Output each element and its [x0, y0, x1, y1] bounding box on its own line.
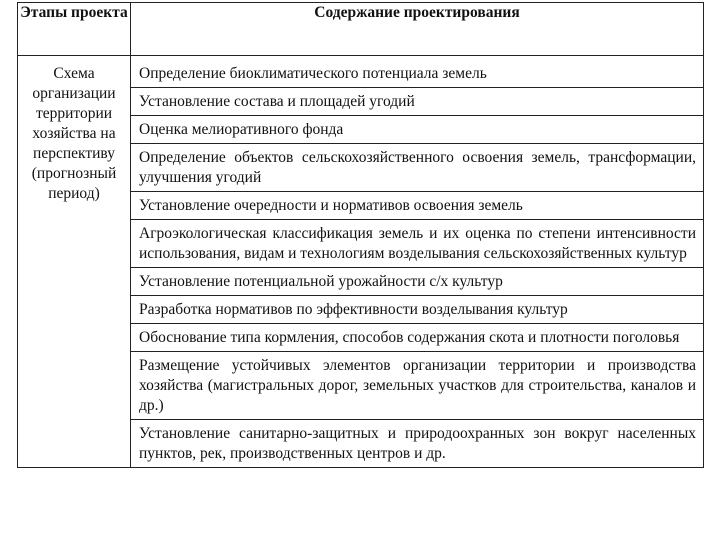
content-item: Установление санитарно-защитных и природоохранных зон вокруг населенных пунктов, рек, производственных центров и др. — [131, 420, 704, 468]
content-item: Обоснование типа кормления, способов содержания скота и плотности поголовья — [131, 324, 704, 352]
stage-label: Схема организации территории хозяйства на перспективу (прогнозный период) — [18, 56, 131, 468]
header-stages: Этапы проекта — [18, 3, 131, 56]
content-item: Оценка мелиоративного фонда — [131, 116, 704, 144]
content-item: Установление потенциальной урожайности с/х культур — [131, 268, 704, 296]
project-stages-table — [17, 2, 704, 468]
content-item: Установление очередности и нормативов освоения земель — [131, 192, 704, 220]
content-item: Размещение устойчивых элементов организации территории и производства хозяйства (магистральных дорог, земельных участков для строительства, каналов и др.) — [131, 352, 704, 420]
content-item: Разработка нормативов по эффективности возделывания культур — [131, 296, 704, 324]
table-row — [18, 56, 704, 88]
content-item: Определение объектов сельскохозяйственного освоения земель, трансформации, улучшения угодий — [131, 144, 704, 192]
content-item: Определение биоклиматического потенциала земель — [131, 56, 704, 88]
header-content: Содержание проектирования — [131, 3, 704, 56]
document-sheet — [17, 2, 703, 526]
content-item: Агроэкологическая классификация земель и их оценка по степени интенсивности использования, видам и технологиям возделывания сельскохозяйственных культур — [131, 220, 704, 268]
content-item: Установление состава и площадей угодий — [131, 88, 704, 116]
header-row — [18, 3, 704, 56]
